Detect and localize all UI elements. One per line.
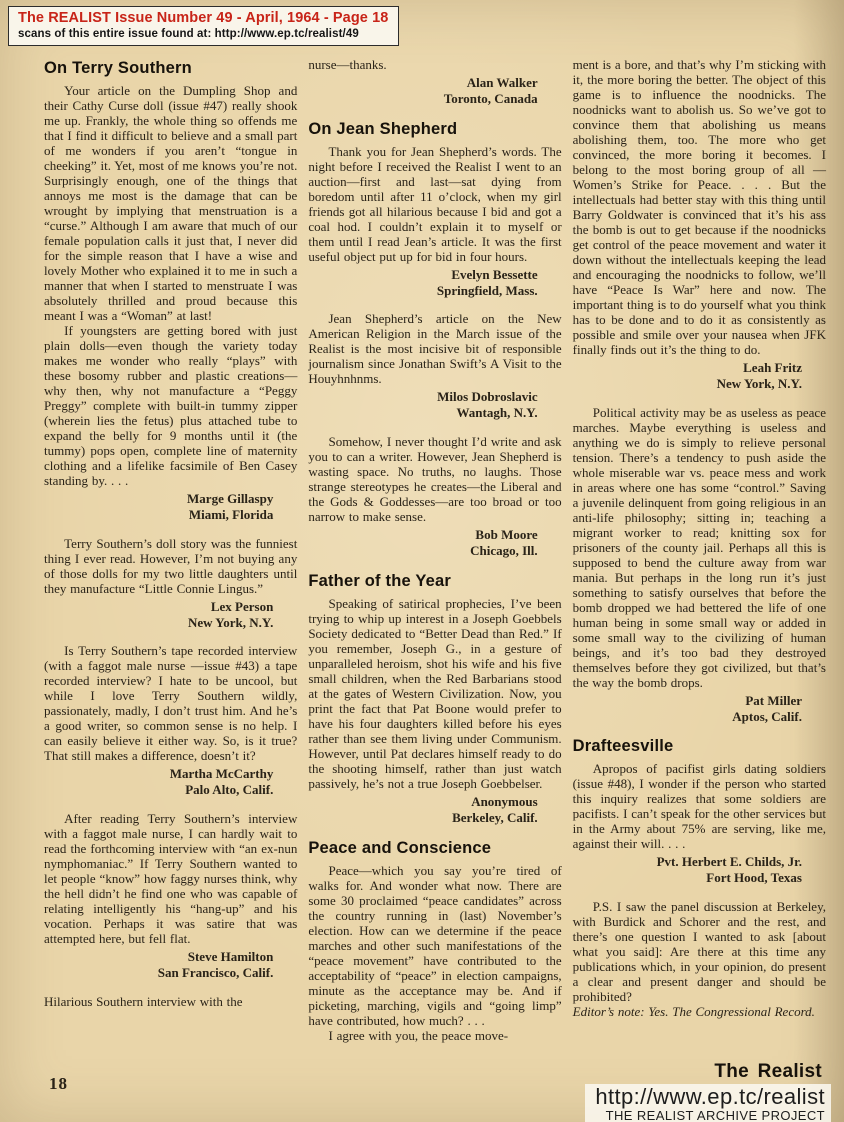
scan-header-title: The REALIST Issue Number 49 - April, 1964 - Page 18 [18,10,389,26]
scan-header-box [8,6,399,46]
signature-line: Miami, Florida [188,506,274,522]
letter-paragraph: P.S. I saw the panel discussion at Berkeley, with Burdick and Schorer and the rest, and there’s one question I wanted to ask [about what you said]: Are there at this time any publications which, in your opinion, do present a clear and present danger and should be prohibited? [572,899,826,1005]
archive-info-box [585,1084,831,1122]
letter-paragraph: Thank you for Jean Shepherd’s words. The night before I received the Realist I went to an auction—first and last—sat dying from boredom until after 11 o’clock, when my girl friends got all hilarious because I bid and got a coal hod. I couldn’t explain it to myself or them until I read Jean’s article. It was the first useful object put up for bid in four hours. [308,143,562,264]
letter-paragraph: Jean Shepherd’s article on the New American Religion in the March issue of the Realist is the most incisive bit of responsible journalism since Jonathan Swift’s A Visit to the Houyhnhnms. [308,311,562,387]
signature-line: San Francisco, Calif. [157,965,274,981]
letter-paragraph: Speaking of satirical prophecies, I’ve been trying to whip up interest in a Joseph Goebbels Society dedicated to “Better Dead than Red.” If you remember, Joseph G., in a gesture of unparalleled heroism, shot his wife and his five small children, when the Red Barbarians stood at the gates of Western Civilization. Now, you print the fact that Pat Boone would prefer to have his four daughters killed before his eyes rather than see them living under Communism. However, until Pat declares himself ready to do the shooting himself, rather than just watch passively, he’s not a true Joseph Goebbelser. [308,595,562,791]
letter-paragraph: Peace—which you say you’re tired of walks for. And wonder what now. There are some 30 proclaimed “peace candidates” across the country running in (last) November’s election. How can we determine if the peace marches and other such manifestations of the “peace movement” have contributed to the acceptability of “peace” in election campaigns, minute as the acceptance may be. And if picketing, marching, vigils and “going limp” have contributed, how much? . . . [308,862,562,1028]
signature-line: Springfield, Mass. [436,282,538,298]
signature-line: Evelyn Bessette [451,266,538,282]
archive-url: http://www.ep.tc/realist [595,1084,825,1109]
signature-line: Marge Gillaspy [187,491,274,506]
letter-signature [44,599,273,631]
column-1 [44,57,297,1043]
section-heading: On Jean Shepherd [308,119,458,138]
letter-paragraph: Terry Southern’s doll story was the funniest thing I ever read. However, I’m not buying any of those dolls for my two little daughters until they manufacture “Little Connie Lingus.” [44,535,298,596]
letter-paragraph: After reading Terry Southern’s interview with a faggot male nurse, I can hardly wait to read the forthcoming interview with “an ex-nun nymphomaniac.” If Terry Southern wanted to let people “know” how faggy nurses think, why the hell didn’t he find one who was capable of relating intelligently his “hang-up” and his vocation. Perhaps it was satire that was attempted here, but fell flat. [44,811,298,947]
signature-line: Fort Hood, Texas [706,870,802,886]
signature-line: Toronto, Canada [443,90,538,106]
signature-line: Chicago, Ill. [470,543,538,559]
letter-paragraph: Apropos of pacifist girls dating soldiers (issue #48), I wonder if the person who started this inquiry realizes that some soldiers are pacifists. I can’t speak for the other services but in the Army about 75% are serving, like me, against their will. . . . [572,761,826,852]
letters-page-content [44,57,826,1043]
letter-signature [308,794,537,826]
section-heading: Peace and Conscience [308,838,492,857]
signature-line: Lex Person [210,598,274,614]
letter-signature [44,491,273,523]
signature-line: New York, N.Y. [716,375,802,391]
signature-line: Leah Fritz [743,360,802,375]
letter-paragraph: Political activity may be as useless as peace marches. Maybe everything is useless and anything we do is simply to relieve personal tension. There’s a tendency to push aside the whole miserable war vs. peace mess and work in areas where one has some “control.” Saving a juvenile delinquent from going religious in an anti-life philosophy; sitting in; teaching a migrant worker to read; knitting sox for prisoners of the county jail. Perhaps all this is supposed to bend the culture away from war mania. But perhaps in the long run it’s just something to satisfy ourselves that before the bomb dropped we had bettered the life of one human being in some small way or added in some small way to the civilizing of human beings, and it’s too bad they destroyed themselves before they got civilized, but that’s the way the bomb drops. [572,404,826,690]
letter-signature [573,854,802,886]
signature-line: Palo Alto, Calif. [185,782,274,798]
letter-signature [308,389,537,421]
signature-line: Anonymous [471,793,538,809]
signature-line: Steve Hamilton [187,949,274,965]
letter-signature [308,527,537,559]
letter-signature [573,693,802,725]
archive-project-name: THE REALIST ARCHIVE PROJECT [605,1108,825,1122]
editors-note: Editor’s note: Yes. The Congressional Record. [572,1004,815,1020]
signature-line: Milos Dobroslavic [437,389,538,405]
signature-line: Pat Miller [745,692,802,708]
signature-line: Martha McCarthy [169,766,274,782]
letter-signature [573,360,802,392]
letter-paragraph: nurse—thanks. [308,57,387,72]
section-heading: On Terry Southern [44,59,192,77]
letter-signature [308,267,537,299]
column-2 [308,57,561,1043]
letter-paragraph: I agree with you, the peace move- [328,1027,509,1043]
column-3 [573,57,826,1043]
section-heading: Father of the Year [308,571,452,590]
archive-footer [585,1061,831,1122]
signature-line: Berkeley, Calif. [452,809,538,825]
magazine-title-logo: The Realist [714,1061,822,1082]
scan-header-url: scans of this entire issue found at: http://www.ep.tc/realist/49 [18,28,359,41]
page-number: 18 [49,1074,68,1093]
letter-paragraph: Hilarious Southern interview with the [44,993,243,1009]
letter-signature [44,766,273,798]
signature-line: Aptos, Calif. [732,708,802,724]
signature-line: Pvt. Herbert E. Childs, Jr. [656,854,802,870]
signature-line: Alan Walker [466,75,538,90]
signature-line: Wantagh, N.Y. [456,405,538,421]
letter-paragraph: Your article on the Dumpling Shop and their Cathy Curse doll (issue #47) really shook me up. Frankly, the whole thing so offends me that I find it difficult to believe and a small part of me wonders if you aren’t “tongue in cheeking” it. Yet, most of me knows you’re not. Surprisingly enough, one of the things that annoys me most is the damage that can be wrought by implying that menstruation is a “curse.” Although I am aware that much of our female population calls it just that, I never did for the simple reason that I have a wise and lovely Mother who explained it to me in such a manner that when I started to menstruate I was absolutely thrilled and proud because this meant I was a “Woman” at last! [44,83,298,323]
signature-line: New York, N.Y. [187,614,274,630]
letter-signature [44,949,273,981]
letter-paragraph: ment is a bore, and that’s why I’m sticking with it, the more boring the better. The object of this game is to influence the noodnicks. The noodnicks want to abolish us. So we’ve got to convince them that abolishing us means abolishing them, too. The more who get convinced, the more boring it becomes. I belong to the most boring group of all — Women’s Strike for Peace. . . . But the intellectuals had better stay with this thing until Barry Goldwater is convinced that it’s his ass the bomb is out to get because if the noodnicks get control of the peace movement and water it down without the intellectuals keeping the lead and encouraging the noodnicks to follow, we’ll have “Peace Is War” here and now. The important thing is to do yourself what you think has to be done and to do it as consistently as possible and smile over your nausea when JFK finally finds out it’s the thing to do. [572,57,826,357]
letter-signature [308,75,537,107]
letter-paragraph: Is Terry Southern’s tape recorded interview (with a faggot male nurse —issue #43) a tape recorded interview? I hate to be uncool, but while I love Terry Southern wildly, passionately, madly, I don’t trust him. And he’s a good writer, so common sense is no help. I can easily believe it either way. So, is it true? That still makes a difference, doesn’t it? [44,643,298,764]
signature-line: Bob Moore [475,527,538,543]
section-heading: Drafteesville [572,737,674,756]
letter-paragraph: If youngsters are getting bored with just plain dolls—even though the variety today makes me wonder who really “plays” with these bosomy rubber and plastic creations—why then, why not manufacture a “Peggy Preggy” complete with built-in tummy zipper (wherein lies the fetus) plus attached tube to expand the belly for 9 months until it (the tummy) pops open, complete line of maternity clothing and a lifelike facsimile of Ben Casey standing by. . . . [44,323,298,488]
letter-paragraph: Somehow, I never thought I’d write and ask you to can a writer. However, Jean Shepherd is wasting space. No truths, no laughs. Those strange stereotypes he creates—the Liberal and the Gods & Goddesses—are too broad or too narrow to make sense. [308,434,562,525]
